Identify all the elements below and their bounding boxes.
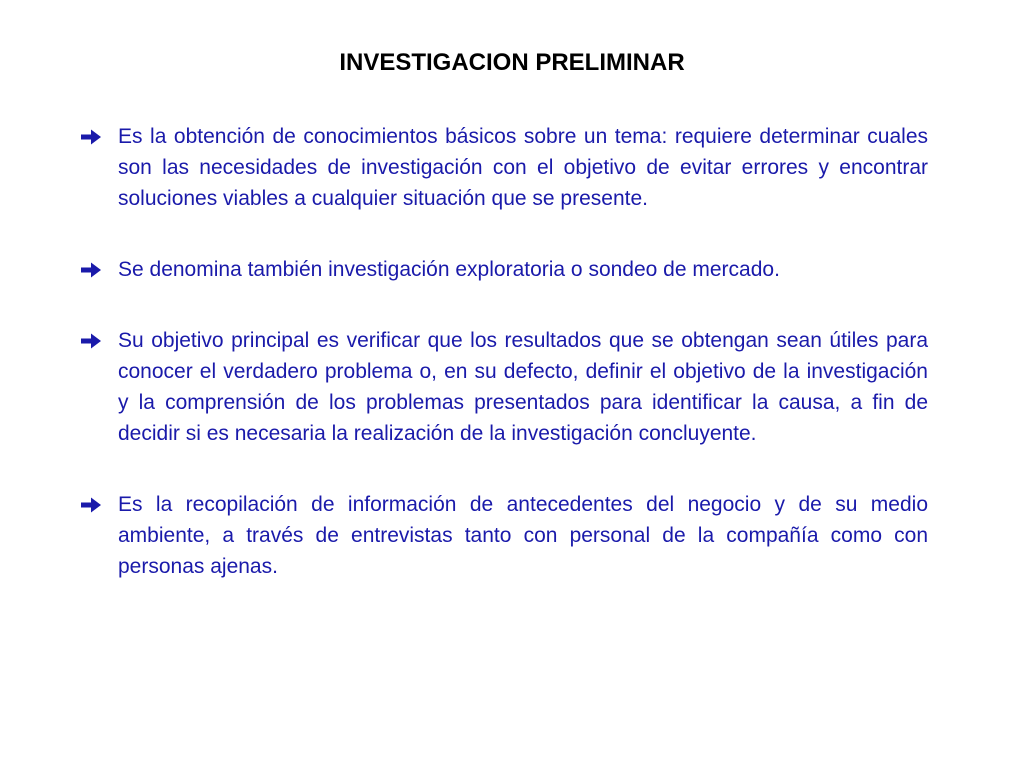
bullet-item-3 bbox=[80, 325, 928, 449]
bullet-item-4 bbox=[80, 489, 928, 582]
arrow-right-icon bbox=[80, 496, 102, 514]
bullet-item-2 bbox=[80, 254, 928, 285]
arrow-right-icon bbox=[80, 261, 102, 279]
arrow-right-icon bbox=[80, 332, 102, 350]
bullet-text: Es la recopilación de información de antecedentes del negocio y de su medio ambiente, a través de entrevistas tanto con personal de la compañía como con personas ajenas. bbox=[118, 493, 928, 578]
bullet-list bbox=[80, 121, 928, 622]
bullet-text: Es la obtención de conocimientos básicos sobre un tema: requiere determinar cuales son las necesidades de investigación con el objetivo de evitar errores y encontrar soluciones viables a cualquier situación que se presente. bbox=[118, 125, 928, 210]
slide-title: INVESTIGACION PRELIMINAR bbox=[339, 49, 685, 76]
bullet-text: Su objetivo principal es verificar que los resultados que se obtengan sean útiles para conocer el verdadero problema o, en su defecto, definir el objetivo de la investigación y la comprensión de los problemas presentados para identificar la causa, a fin de decidir si es necesaria la realización de la investigación concluyente. bbox=[118, 329, 928, 445]
bullet-item-1 bbox=[80, 121, 928, 214]
bullet-text: Se denomina también investigación exploratoria o sondeo de mercado. bbox=[118, 258, 780, 281]
arrow-right-icon bbox=[80, 128, 102, 146]
